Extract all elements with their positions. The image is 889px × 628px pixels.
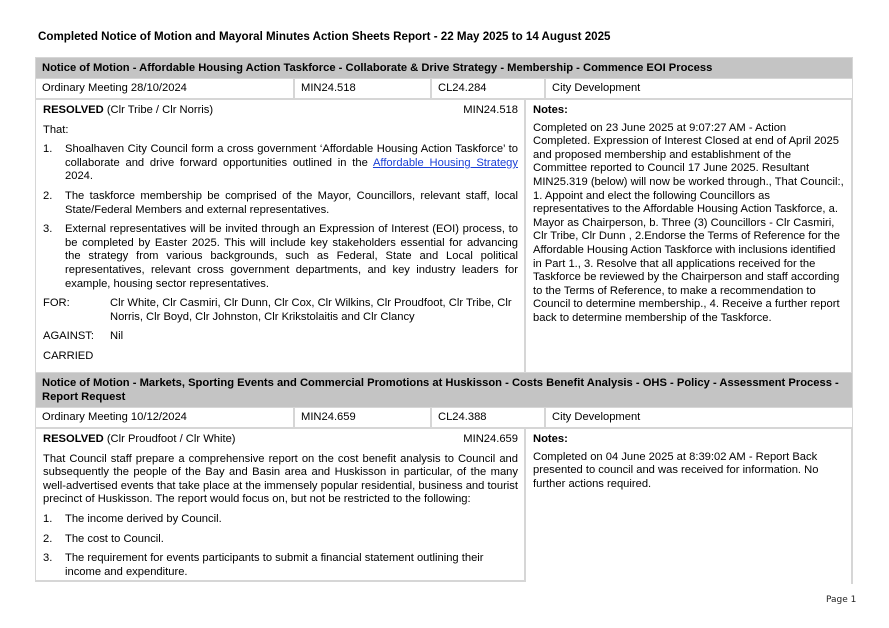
list-item [43, 223, 518, 291]
notes-cell [526, 100, 853, 373]
resolved-label: RESOLVED [43, 104, 104, 116]
list-item [43, 513, 518, 527]
item-text: The taskforce membership be comprised of the Mayor, Councillors, relevant staff, local State/Federal Members and external representatives. [65, 189, 518, 216]
item-text: Shoalhaven City Council form a cross government ‘Affordable Housing Action Taskforce’ to collaborate and drive forward opportunities outlined in the [65, 143, 518, 169]
cl-ref-cell: CL24.388 [432, 408, 546, 427]
item-text: The income derived by Council. [65, 512, 222, 525]
body-row [35, 429, 853, 584]
section-heading: Notice of Motion - Markets, Sporting Events and Commercial Promotions at Huskisson - Costs Benefit Analysis - OHS - Policy - Assessment Process - Report Request [35, 372, 853, 408]
list-item [43, 552, 518, 579]
report-title: Completed Notice of Motion and Mayoral Minutes Action Sheets Report - 22 May 2025 to 14 August 2025 [38, 30, 611, 43]
list-item [43, 190, 518, 217]
resolution-cell [35, 429, 526, 582]
item-text: The requirement for events participants to submit a financial statement outlining their income and expenditure. [65, 552, 484, 578]
cl-ref-cell: CL24.284 [432, 79, 546, 98]
item-number: 2. [43, 189, 53, 202]
item-number: 1. [43, 512, 53, 525]
section-heading: Notice of Motion - Affordable Housing Action Taskforce - Collaborate & Drive Strategy - Membership - Commence EOI Process [35, 57, 853, 79]
item-number: 3. [43, 552, 53, 565]
list-item [43, 533, 518, 547]
resolution-header [43, 104, 518, 118]
vote-for [43, 297, 518, 324]
resolution-min-ref: MIN24.518 [463, 104, 518, 116]
body-row [35, 100, 853, 373]
department-cell: City Development [546, 408, 853, 427]
item-text: External representatives will be invited through an Expression of Interest (EOI) process, to be completed by Easter 2025. This will include key stakeholders essential for advancing the strategy from various backgrounds, such as Federal, State and Local political representatives, relevant cross government departments, and key industry leaders for example, housing sector representatives. [65, 223, 518, 290]
item-number: 2. [43, 532, 53, 545]
resolution-intro: That: [43, 123, 69, 136]
against-label: AGAINST: [43, 330, 94, 343]
notes-title: Notes: [533, 104, 568, 116]
against-value: Nil [110, 330, 124, 343]
resolution-intro: That Council staff prepare a comprehensive report on the cost benefit analysis to Council and subsequently the people of the Bay and Basin area and Huskisson in particular, of the many well-advertised events that take place at the immensely popular residential, business and tourist precinct of Huskisson. The report would focus on, but not be restricted to the following: [43, 452, 518, 506]
movers: (Clr Tribe / Clr Norris) [106, 104, 214, 116]
resolution-cell [35, 100, 526, 373]
notes-title: Notes: [533, 433, 568, 445]
department-cell: City Development [546, 79, 853, 98]
item-number: 1. [43, 143, 53, 156]
movers: (Clr Proudfoot / Clr White) [106, 433, 236, 445]
meta-row [35, 79, 853, 100]
item-text: The cost to Council. [65, 532, 164, 545]
min-ref-cell: MIN24.659 [295, 408, 432, 427]
for-label: FOR: [43, 297, 70, 310]
notes-text: Completed on 04 June 2025 at 8:39:02 AM - Report Back presented to council and was received for information. No further actions required. [533, 450, 819, 490]
notes-cell [526, 429, 853, 584]
affordable-housing-strategy-link[interactable]: Affordable Housing Strategy [372, 156, 518, 169]
vote-against [43, 330, 518, 344]
action-sheet-section [35, 372, 853, 584]
meta-row [35, 408, 853, 429]
item-text-after: 2024. [65, 170, 93, 183]
resolved-label: RESOLVED [43, 433, 104, 445]
item-number: 3. [43, 223, 53, 236]
min-ref-cell: MIN24.518 [295, 79, 432, 98]
page-number: Page 1 [826, 595, 857, 605]
for-value: Clr White, Clr Casmiri, Clr Dunn, Clr Cox, Clr Wilkins, Clr Proudfoot, Clr Tribe, Clr Norris, Clr Boyd, Clr Johnston, Clr Krikstolaitis and Clr Clancy [110, 297, 512, 323]
notes-text: Completed on 23 June 2025 at 9:07:27 AM - Action Completed. Expression of Interest Closed at end of April 2025 and proposed membership and establishment of the Committee reported to Council 17 June 2025. Resultant MIN25.319 (below) will now be worked through., That Council:, 1. Appoint and elect the following Councillors as representatives to the Affordable Housing Action Taskforce, a. Mayor as Chairperson, b. Three (3) Councillors - Clr Casmiri, Clr Tribe, Clr Dunn , 2.Endorse the Terms of Reference for the Affordable Housing Action Taskforce with inclusions identified in Part 1., 3. Resolve that all applications received for the Taskforce be reviewed by the Chairperson and staff according to the Terms of Reference, to make a recommendation to Council to determine membership., 4. Receive a further report back to determine membership of the Taskforce. [533, 121, 844, 324]
list-item [43, 143, 518, 184]
meeting-cell: Ordinary Meeting 10/12/2024 [36, 408, 295, 427]
outcome: CARRIED [43, 349, 94, 362]
resolution-min-ref: MIN24.659 [463, 433, 518, 445]
resolution-header [43, 433, 518, 447]
action-sheet-section [35, 57, 853, 373]
meeting-cell: Ordinary Meeting 28/10/2024 [36, 79, 295, 98]
